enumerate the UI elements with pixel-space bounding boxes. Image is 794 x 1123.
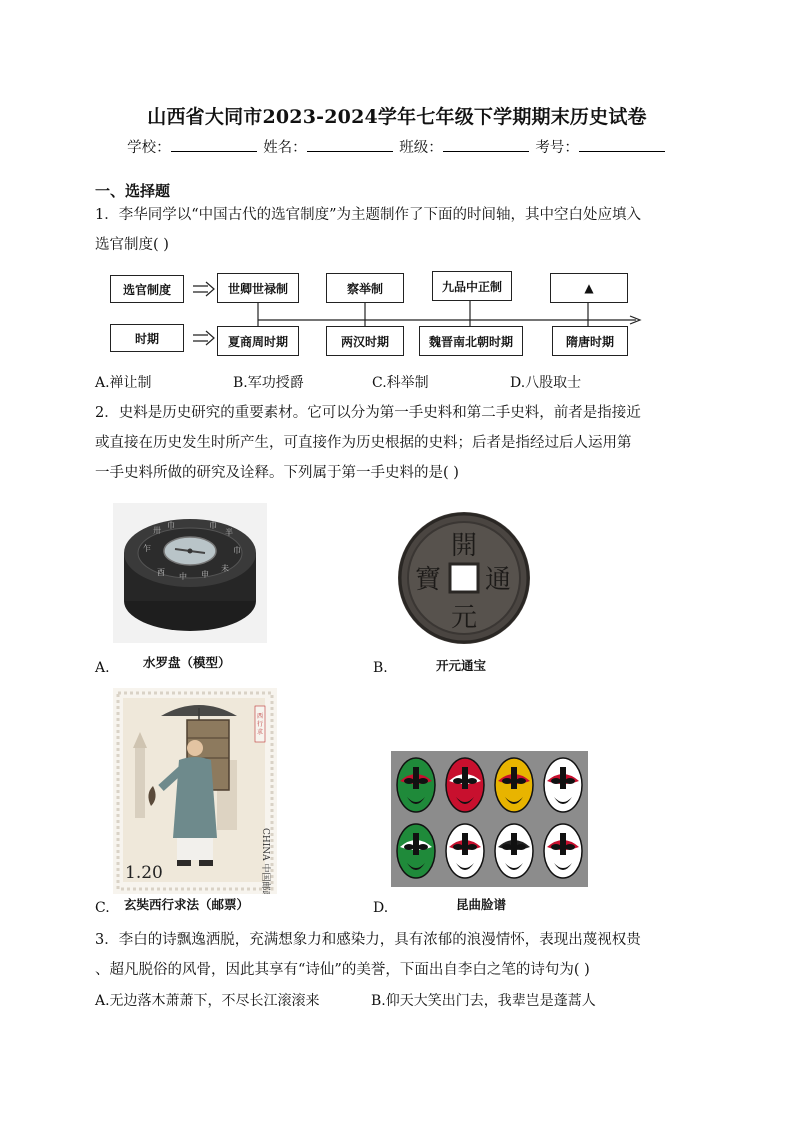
class-blank — [443, 137, 529, 152]
q2-option-b-caption: 开元通宝 — [436, 658, 487, 673]
opera-mask — [544, 824, 582, 878]
question-2-line-3: 一手史料所做的研究及诠释。下列属于第一手史料的是( ) — [95, 465, 459, 481]
period-box-3: 魏晋南北朝时期 — [419, 326, 523, 356]
question-1-line-2: 选官制度( ) — [95, 237, 169, 253]
name-label: 姓名： — [263, 140, 307, 156]
row-label-periods: 时期 — [110, 324, 184, 352]
svg-text:求: 求 — [257, 729, 264, 736]
svg-text:申: 申 — [201, 570, 209, 579]
system-box-1: 世卿世禄制 — [217, 273, 299, 303]
q2-option-d-letter[interactable]: D. — [373, 900, 389, 916]
q2-option-d-caption: 昆曲脸谱 — [456, 897, 507, 912]
svg-text:半: 半 — [225, 528, 233, 537]
opera-mask — [397, 758, 435, 812]
coin-char-top: 開 — [451, 531, 478, 561]
opera-mask — [495, 824, 533, 878]
system-box-2: 察举制 — [326, 273, 404, 303]
svg-text:中: 中 — [179, 572, 187, 581]
student-info-line — [0, 136, 794, 157]
compass-illustration — [113, 503, 267, 643]
row-label-systems: 选官制度 — [110, 275, 184, 303]
name-blank — [307, 137, 393, 152]
q3-option-a[interactable]: A.无边落木萧萧下，不尽长江滚滚来 — [95, 993, 320, 1009]
stamp-illustration — [113, 688, 277, 894]
q2-option-b-letter[interactable]: B. — [373, 660, 388, 676]
coin-illustration — [388, 508, 540, 648]
exam-no-blank — [579, 137, 665, 152]
school-label: 学校： — [127, 140, 171, 156]
q3-option-b[interactable]: B.仰天大笑出门去，我辈岂是蓬蒿人 — [371, 993, 596, 1009]
stamp-image[interactable] — [113, 688, 277, 894]
svg-text:巾: 巾 — [167, 521, 175, 530]
question-3-line-1: 3．李白的诗飘逸洒脱，充满想象力和感染力，具有浓郁的浪漫情怀，表现出蔑视权贵 — [95, 932, 641, 948]
period-box-1: 夏商周时期 — [217, 326, 299, 356]
svg-text:未: 未 — [221, 564, 229, 573]
period-box-4: 隋唐时期 — [552, 326, 628, 356]
stamp-country: CHINA 中国邮政 — [260, 828, 270, 894]
q1-option-a[interactable]: A.禅让制 — [95, 375, 152, 391]
opera-masks-image[interactable] — [391, 751, 588, 887]
page-title: 山西省大同市2023-2024学年七年级下学期期末历史试卷 — [147, 106, 647, 128]
coin-image[interactable] — [388, 508, 540, 648]
q1-option-b[interactable]: B.军功授爵 — [233, 375, 304, 391]
section-title: 一、选择题 — [95, 182, 171, 200]
coin-char-bottom: 元 — [451, 603, 478, 633]
opera-mask — [495, 758, 533, 812]
svg-text:巾: 巾 — [233, 546, 241, 555]
system-box-blank: ▲ — [550, 273, 628, 303]
svg-text:巾: 巾 — [209, 521, 217, 530]
question-2-line-1: 2．史料是历史研究的重要素材。它可以分为第一手史料和第二手史料，前者是指接近 — [95, 405, 641, 421]
compass-image[interactable] — [113, 503, 267, 643]
timeline-diagram — [0, 265, 794, 365]
stamp-value: 1.20 — [125, 863, 163, 883]
question-2-line-2: 或直接在历史发生时所产生，可直接作为历史根据的史料；后者是指经过后人运用第 — [95, 435, 632, 451]
q2-option-a-caption: 水罗盘（模型） — [143, 655, 231, 670]
opera-mask — [446, 824, 484, 878]
coin-char-right: 通 — [485, 565, 512, 595]
coin-char-left: 寶 — [415, 565, 442, 595]
question-1-line-1: 1．李华同学以“中国古代的选官制度”为主题制作了下面的时间轴，其中空白处应填入 — [95, 207, 642, 223]
system-box-3: 九品中正制 — [432, 271, 512, 301]
question-1-text — [95, 200, 705, 260]
q2-option-c-letter[interactable]: C. — [95, 900, 110, 916]
q2-option-a-letter[interactable]: A. — [95, 660, 110, 676]
school-blank — [171, 137, 257, 152]
exam-no-label: 考号： — [535, 140, 579, 156]
opera-mask — [397, 824, 435, 878]
question-3-text — [95, 925, 705, 985]
opera-mask — [544, 758, 582, 812]
q1-option-d[interactable]: D.八股取士 — [510, 375, 582, 391]
q1-option-c[interactable]: C.科举制 — [372, 375, 429, 391]
question-2-text — [95, 398, 705, 488]
question-3-line-2: 、超凡脱俗的风骨，因此其享有“诗仙”的美誉，下面出自李白之笔的诗句为( ) — [95, 962, 590, 978]
svg-text:行: 行 — [257, 721, 264, 728]
opera-masks-illustration — [391, 751, 588, 887]
svg-text:西: 西 — [257, 713, 264, 720]
svg-text:卅: 卅 — [153, 526, 161, 535]
svg-text:乍: 乍 — [143, 544, 151, 553]
period-box-2: 两汉时期 — [326, 326, 404, 356]
q2-option-c-caption: 玄奘西行求法（邮票） — [124, 897, 250, 912]
class-label: 班级： — [399, 140, 443, 156]
opera-mask — [446, 758, 484, 812]
svg-text:酉: 酉 — [157, 568, 165, 577]
